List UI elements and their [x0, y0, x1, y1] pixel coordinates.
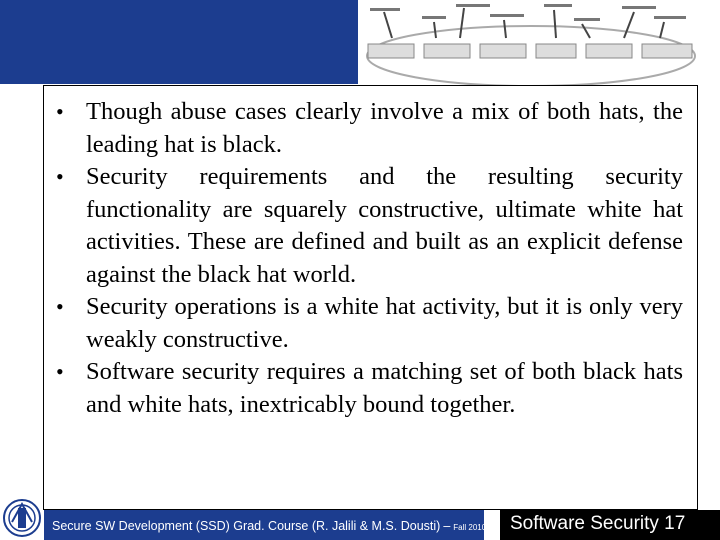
content-box	[43, 85, 698, 510]
course-credit: Secure SW Development (SSD) Grad. Course (R. Jalili & M.S. Dousti)	[52, 519, 441, 533]
bullet-item: • Security operations is a white hat activity, but it is only very weakly constructive.	[56, 291, 683, 356]
bullet-item: • Security requirements and the resulting security functionality are squarely constructive, ultimate white hat activities. These are defined and built as an explicit defense against the black hat world.	[56, 161, 683, 291]
lifecycle-diagram	[364, 2, 698, 86]
bullet-item: • Though abuse cases clearly involve a mix of both hats, the leading hat is black.	[56, 96, 683, 161]
slide-title: Software Security 17	[510, 513, 686, 534]
header-bar	[0, 0, 358, 84]
footer-credit	[52, 519, 486, 533]
university-logo-icon	[0, 492, 44, 540]
bullet-list	[44, 86, 697, 421]
slide-title-bar	[500, 510, 720, 540]
semester-label: Fall 2010	[453, 523, 487, 532]
footer-separator: –	[443, 519, 451, 533]
bullet-item: • Software security requires a matching set of both black hats and white hats, inextricably bound together.	[56, 356, 683, 421]
footer-bar	[44, 510, 487, 540]
